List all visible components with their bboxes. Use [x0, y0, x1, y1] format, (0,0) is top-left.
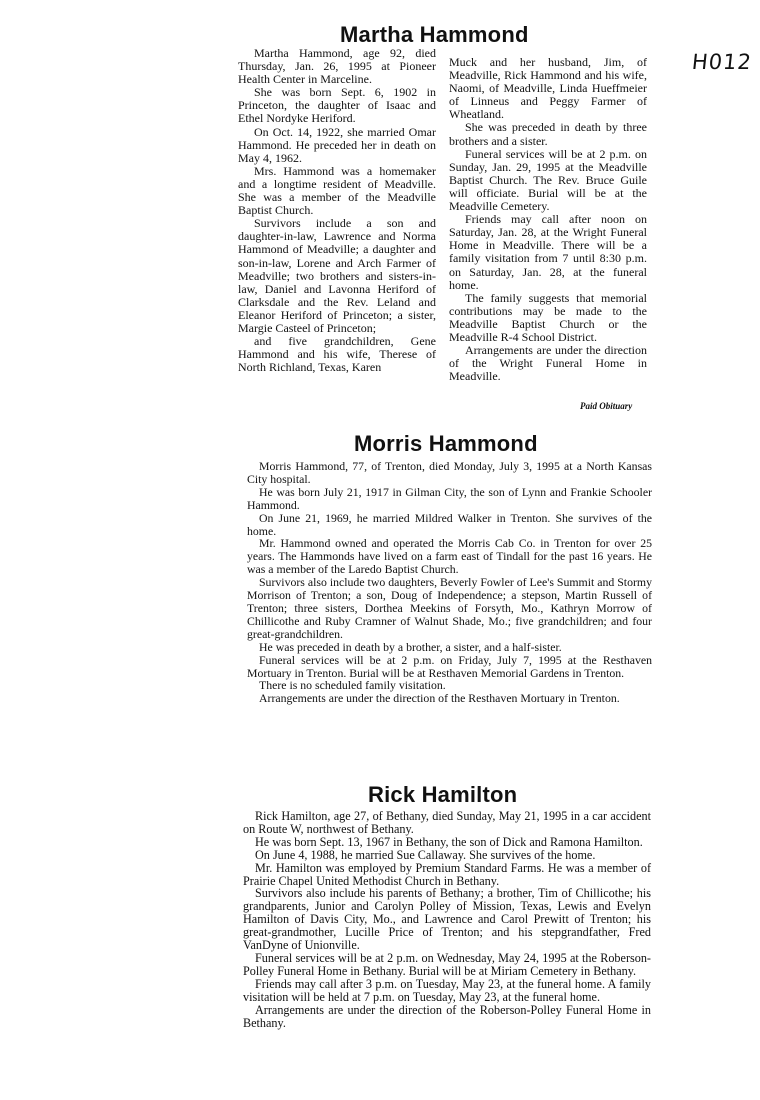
- obituary-paragraph: Funeral services will be at 2 p.m. on Wednesday, May 24, 1995 at the Roberson-Polley Funeral Home in Bethany. Burial will be at Miriam Cemetery in Bethany.: [243, 950, 651, 978]
- obituary-paragraph: Morris Hammond, 77, of Trenton, died Monday, July 3, 1995 at a North Kansas City hospital.: [247, 459, 652, 486]
- obituary-paragraph: and five grandchildren, Gene Hammond and his wife, Therese of North Richland, Texas, Karen: [238, 334, 436, 375]
- obituary-paragraph: Friends may call after noon on Saturday, Jan. 28, at the Wright Funeral Home in Meadville. There will be a family visitation from 7 until 8:30 p.m. on Saturday, Jan. 28, at the funeral home.: [449, 212, 647, 292]
- obituary-paragraph: Funeral services will be at 2 p.m. on Sunday, Jan. 29, 1995 at the Meadville Baptist Church. The Rev. Bruce Guile will officiate. Burial will be at the Meadville Cemetery.: [449, 146, 647, 214]
- obituary-paragraph: On June 21, 1969, he married Mildred Walker in Trenton. She survives of the home.: [247, 510, 652, 538]
- obituary-paragraph: Funeral services will be at 2 p.m. on Friday, July 7, 1995 at the Resthaven Mortuary in Trenton. Burial will be at Resthaven Memorial Gardens in Trenton.: [247, 652, 652, 680]
- obituary-paragraph: Muck and her husband, Jim, of Meadville, Rick Hammond and his wife, Naomi, of Meadville, Linda Hueffmeier of Linneus and Peggy Farmer of Wheatland.: [449, 55, 647, 122]
- obituary-paragraph: He was born July 21, 1917 in Gilman City, the son of Lynn and Frankie Schooler Hammond.: [247, 484, 652, 512]
- obituary-title: Morris Hammond: [354, 431, 538, 456]
- obituary-paragraph: Arrangements are under the direction of the Resthaven Mortuary in Trenton.: [259, 691, 620, 706]
- obituary-paragraph: On Oct. 14, 1922, she married Omar Hammond. He preceded her in death on May 4, 1962.: [238, 124, 436, 165]
- obituary-paragraph: Friends may call after 3 p.m. on Tuesday, May 23, at the funeral home. A family visitation will be held at 7 p.m. on Tuesday, May 23, at the funeral home.: [243, 976, 651, 1004]
- obituary-paragraph: On June 4, 1988, he married Sue Callaway. She survives of the home.: [255, 847, 596, 862]
- obituary-body: [247, 460, 652, 705]
- obituary-column-right: [449, 56, 647, 383]
- paid-obituary-label: Paid Obituary: [580, 401, 633, 411]
- obituary-paragraph: There is no scheduled family visitation.: [259, 678, 446, 693]
- obituary-paragraph: Mr. Hammond owned and operated the Morris Cab Co. in Trenton for over 25 years. The Hammonds have lived on a farm east of Tindall for the past 16 years. He was a member of the Laredo Baptist Church.: [247, 536, 652, 577]
- obituary-title: Martha Hammond: [340, 22, 529, 47]
- obituary-body: [243, 810, 651, 1029]
- obituary-paragraph: Rick Hamilton, age 27, of Bethany, died Sunday, May 21, 1995 in a car accident on Route W, northwest of Bethany.: [243, 809, 651, 836]
- obituary-paragraph: Martha Hammond, age 92, died Thursday, Jan. 26, 1995 at Pioneer Health Center in Marceline.: [238, 46, 436, 87]
- obituary-paragraph: He was born Sept. 13, 1967 in Bethany, the son of Dick and Ramona Hamilton.: [255, 834, 643, 849]
- obituary-paragraph: Survivors include a son and daughter-in-law, Lawrence and Norma Hammond of Meadville; a daughter and son-in-law, Lorene and Arch Farmer of Meadville; two brothers and sisters-in-law, Daniel and Lavonna Heriford of Clarksdale and the Rev. Leland and Eleanor Heriford of Princeton; a sister, Margie Casteel of Princeton;: [238, 216, 436, 335]
- obituary-paragraph: Survivors also include two daughters, Beverly Fowler of Lee's Summit and Stormy Morrison of Trenton; a son, Doug of Independence; a stepson, Martin Russell of Trenton; three sisters, Dorthea Meekins of Forsyth, Mo., Kathryn Morrow of Chillicothe and Ruby Cramner of Walnut Shade, Mo.; five grandchildren; and four great-grandchildren.: [247, 575, 652, 641]
- obituary-title: Rick Hamilton: [368, 782, 518, 807]
- obituary-paragraph: She was born Sept. 6, 1902 in Princeton, the daughter of Isaac and Ethel Nordyke Heriford.: [238, 85, 436, 126]
- obituary-paragraph: Mr. Hamilton was employed by Premium Standard Farms. He was a member of Prairie Chapel United Methodist Church in Bethany.: [243, 860, 651, 888]
- obituary-paragraph: Arrangements are under the direction of the Roberson-Polley Funeral Home in Bethany.: [243, 1002, 651, 1030]
- obituary-paragraph: Mrs. Hammond was a homemaker and a longtime resident of Meadville. She was a member of the Meadville Baptist Church.: [238, 163, 436, 218]
- obituary-paragraph: Survivors also include his parents of Bethany; a brother, Tim of Chillicothe; his grandparents, Junior and Carolyn Polley of Mission, Texas, Lewis and Evelyn Hamilton of Davis City, Mo., and Lawrence and Carol Prewitt of Trenton; his great-grandmother, Lucille Price of Trenton; and his stepgrandfather, Fred VanDyne of Unionville.: [243, 886, 651, 953]
- obituary-column-left: [238, 47, 436, 374]
- obituary-paragraph: He was preceded in death by a brother, a sister, and a half-sister.: [259, 639, 562, 654]
- obituary-paragraph: The family suggests that memorial contributions may be made to the Meadville Baptist Church or the Meadville R-4 School District.: [449, 290, 647, 344]
- obituary-paragraph: Arrangements are under the direction of the Wright Funeral Home in Meadville.: [449, 343, 647, 384]
- handwritten-annotation: H012: [690, 50, 754, 74]
- obituary-paragraph: She was preceded in death by three brothers and a sister.: [449, 120, 647, 148]
